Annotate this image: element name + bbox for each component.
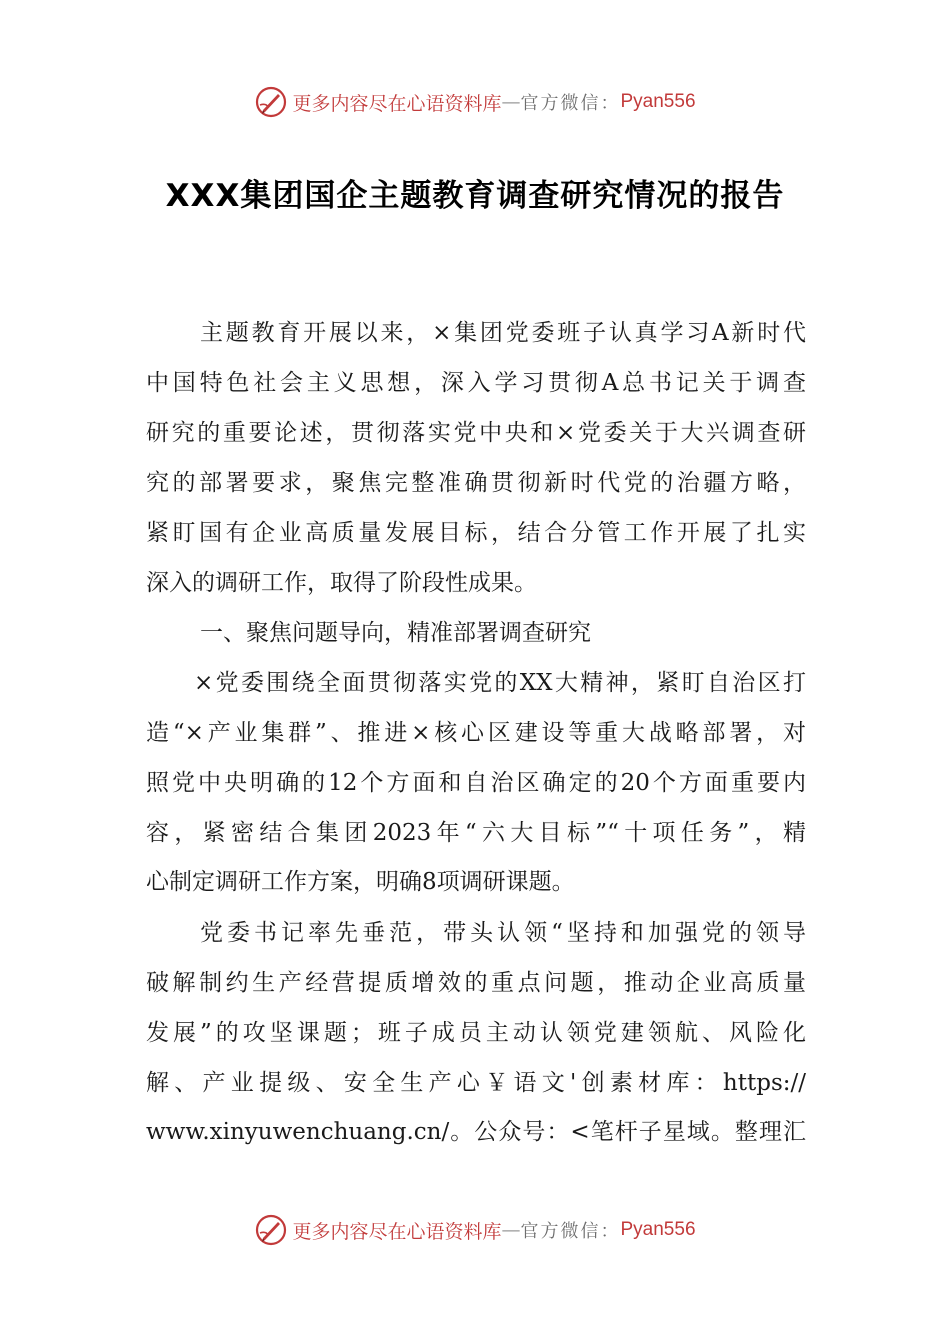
watermark-wechat-id: Pyan556	[620, 1219, 696, 1240]
quill-logo-icon	[254, 1213, 288, 1247]
body-line: 容，紧密结合集团2023年“六大目标”“十项任务”，精	[146, 820, 806, 846]
watermark-wechat-id: Pyan556	[620, 91, 696, 112]
watermark-banner-bottom	[0, 1210, 950, 1250]
watermark-banner-top	[0, 82, 950, 122]
body-line: 深入的调研工作，取得了阶段性成果。	[146, 570, 537, 596]
quill-logo-icon	[254, 85, 288, 119]
body-line: 研究的重要论述，贯彻落实党中央和×党委关于大兴调查研	[146, 420, 806, 446]
watermark-separator: —	[501, 91, 521, 113]
body-line: 照党中央明确的12个方面和自治区确定的20个方面重要内	[146, 770, 806, 796]
watermark-slogan: 更多内容尽在心语资料库	[292, 92, 502, 115]
watermark-label: 官方微信：	[520, 1221, 621, 1242]
body-line: 破解制约生产经营提质增效的重点问题，推动企业高质量	[146, 970, 806, 996]
body-line: 解、产业提级、安全生产心￥语文'创素材库：https://	[146, 1070, 806, 1096]
watermark-separator: —	[501, 1219, 521, 1241]
watermark-slogan: 更多内容尽在心语资料库	[292, 1220, 502, 1243]
body-line: www.xinyuwenchuang.cn/。公众号：<笔杆子星域。整理汇	[146, 1119, 806, 1145]
body-line: 党委书记率先垂范，带头认领“坚持和加强党的领导	[200, 920, 806, 946]
body-line: 紧盯国有企业高质量发展目标，结合分管工作开展了扎实	[146, 520, 806, 546]
section-heading: 一、聚焦问题导向，精准部署调查研究	[200, 620, 591, 646]
document-title: XXX集团国企主题教育调查研究情况的报告	[165, 178, 785, 214]
watermark-label: 官方微信：	[520, 93, 621, 114]
body-line: 主题教育开展以来，×集团党委班子认真学习A新时代	[200, 320, 806, 346]
body-line: ×党委围绕全面贯彻落实党的XX大精神，紧盯自治区打	[194, 670, 806, 696]
body-line: 中国特色社会主义思想，深入学习贯彻A总书记关于调查	[146, 370, 806, 396]
body-line: 心制定调研工作方案，明确8项调研课题。	[146, 869, 575, 895]
body-line: 发展”的攻坚课题；班子成员主动认领党建领航、风险化	[146, 1020, 806, 1046]
body-line: 究的部署要求，聚焦完整准确贯彻新时代党的治疆方略，	[146, 470, 806, 496]
body-line: 造“×产业集群”、推进×核心区建设等重大战略部署，对	[146, 720, 806, 746]
